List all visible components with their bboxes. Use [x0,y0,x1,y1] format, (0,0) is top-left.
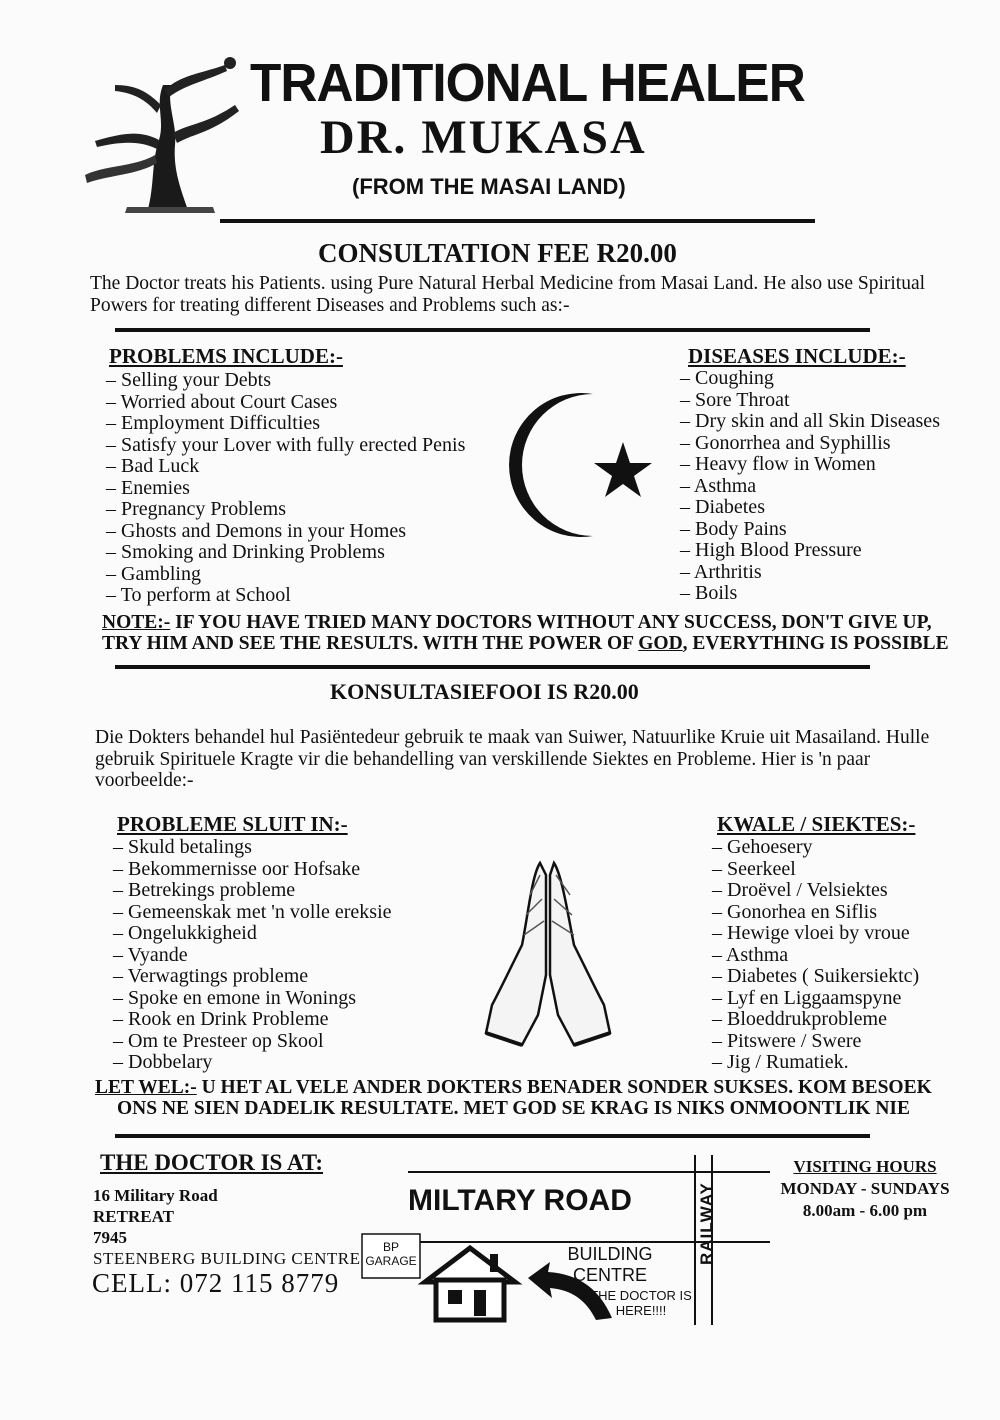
list-item: – Gehoesery [712,837,982,859]
list-item: – Lyf en Liggaamspyne [712,988,982,1010]
list-item: – Gambling [106,564,506,586]
list-item: – Spoke en emone in Wonings [113,988,493,1010]
problems-heading: PROBLEMS INCLUDE:- [109,344,343,368]
list-item: – Asthma [680,476,980,498]
probleme-list [113,837,493,1074]
konsultasie-fee: KONSULTASIEFOOI IS R20.00 [330,679,639,704]
divider [115,665,870,669]
garage-label: BP GARAGE [365,1240,417,1268]
road-label: MILTARY ROAD [408,1184,632,1217]
diseases-heading: DISEASES INCLUDE:- [688,344,906,368]
address-line: RETREAT [93,1207,174,1226]
address-block [93,1185,360,1269]
note-line: IF YOU HAVE TRIED MANY DOCTORS WITHOUT ANY SUCCESS, DON'T GIVE UP, [170,612,932,633]
divider [115,1134,870,1138]
english-note [102,612,982,654]
problems-list [106,370,506,607]
list-item: – Coughing [680,368,980,390]
visiting-hours [780,1156,950,1222]
hours-title: VISITING HOURS [793,1157,937,1176]
building-label: BUILDING CENTRE [567,1244,653,1285]
note-line: TRY HIM AND SEE THE RESULTS. WITH THE POWER OF [102,633,639,654]
note-line: , EVERYTHING IS POSSIBLE [682,633,949,654]
note-line: ONS NE SIEN DADELIK RESULTATE. MET GOD SE KRAG IS NIKS ONMOONTLIK NIE [117,1098,911,1119]
cell-number: CELL: 072 115 8779 [92,1268,340,1298]
note-god: GOD [638,633,683,654]
origin-subtitle: (FROM THE MASAI LAND) [352,174,626,199]
list-item: – Boils [680,583,980,605]
address-line: 7945 [93,1228,127,1247]
afrikaans-note [95,1077,975,1119]
railway-label: RAILWAY [697,1182,716,1265]
list-item: – Enemies [106,478,506,500]
list-item: – Betrekings probleme [113,880,493,902]
note-line: U HET AL VELE ANDER DOKTERS BENADER SONDER SUKSES. KOM BESOEK [196,1077,932,1098]
list-item: – Droëvel / Velsiektes [712,880,982,902]
list-item: – Asthma [712,945,982,967]
list-item: – Rook en Drink Probleme [113,1009,493,1031]
divider [115,328,870,332]
crescent-star-icon [505,390,655,540]
page-title: TRADITIONAL HEALER [250,53,805,113]
consultation-fee: CONSULTATION FEE R20.00 [318,238,677,268]
praying-hands-icon [482,855,614,1050]
list-item: – Heavy flow in Women [680,454,980,476]
afrikaans-intro: Die Dokters behandel hul Pasiëntedeur gebruik te maak van Suiwer, Natuurlike Kruie uit Masailand. Hulle gebruik Spirituele Kragte vir die behandelling van verskillende Siektes en Probleme. Hier is 'n paar voorbeelde:- [95,727,930,791]
house-icon [425,1248,515,1320]
english-intro: The Doctor treats his Patients. using Pure Natural Herbal Medicine from Masai Land. He also use Spiritual Powers for treating different Diseases and Problems such as:- [90,273,926,316]
list-item: – High Blood Pressure [680,540,980,562]
list-item: – To perform at School [106,585,506,607]
list-item: – Dobbelary [113,1052,493,1074]
list-item: – Vyande [113,945,493,967]
list-item: – Gonorrhea and Syphillis [680,433,980,455]
list-item: – Bad Luck [106,456,506,478]
tree-illustration [85,45,250,215]
note-label: NOTE:- [102,612,171,633]
kwale-heading: KWALE / SIEKTES:- [717,812,916,836]
doctor-here-label: THE DOCTOR IS HERE!!!! [590,1288,692,1318]
list-item: – Bekommernisse oor Hofsake [113,859,493,881]
list-item: – Selling your Debts [106,370,506,392]
list-item: – Skuld betalings [113,837,493,859]
list-item: – Ghosts and Demons in your Homes [106,521,506,543]
diseases-list [680,368,980,605]
list-item: – Arthritis [680,562,980,584]
list-item: – Ongelukkigheid [113,923,493,945]
list-item: – Verwagtings probleme [113,966,493,988]
list-item: – Employment Difficulties [106,413,506,435]
hours-days: MONDAY - SUNDAYS [780,1179,950,1198]
hours-time: 8.00am - 6.00 pm [802,1201,928,1220]
list-item: – Om te Presteer op Skool [113,1031,493,1053]
probleme-heading: PROBLEME SLUIT IN:- [117,812,348,836]
note-label: LET WEL:- [95,1077,197,1098]
list-item: – Diabetes [680,497,980,519]
address-line: 16 Military Road [93,1186,218,1205]
list-item: – Gemeenskak met 'n volle ereksie [113,902,493,924]
list-item: – Worried about Court Cases [106,392,506,414]
kwale-list [712,837,982,1074]
list-item: – Hewige vloei by vroue [712,923,982,945]
address-line: STEENBERG BUILDING CENTRE [93,1249,361,1268]
list-item: – Dry skin and all Skin Diseases [680,411,980,433]
list-item: – Pregnancy Problems [106,499,506,521]
list-item: – Diabetes ( Suikersiektc) [712,966,982,988]
doctor-name: DR. MUKASA [320,111,647,164]
list-item: – Bloeddrukprobleme [712,1009,982,1031]
divider [220,219,815,223]
list-item: – Smoking and Drinking Problems [106,542,506,564]
list-item: – Pitswere / Swere [712,1031,982,1053]
list-item: – Sore Throat [680,390,980,412]
list-item: – Satisfy your Lover with fully erected Penis [106,435,506,457]
list-item: – Gonorhea en Siflis [712,902,982,924]
list-item: – Seerkeel [712,859,982,881]
list-item: – Body Pains [680,519,980,541]
doctor-location-heading: THE DOCTOR IS AT: [100,1150,324,1175]
list-item: – Jig / Rumatiek. [712,1052,982,1074]
